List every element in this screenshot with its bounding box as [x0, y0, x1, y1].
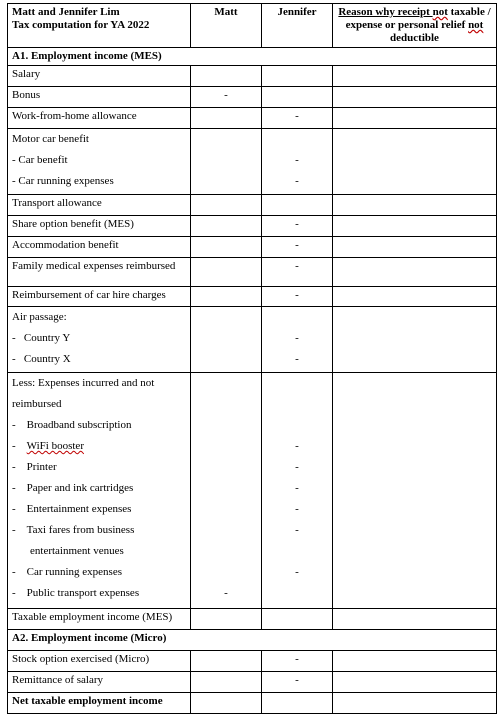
- table-title: [8, 4, 191, 48]
- motor-title: Motor car benefit: [12, 133, 89, 145]
- header-row: [8, 4, 497, 48]
- section-title-a1: A1. Employment income (MES): [8, 48, 497, 66]
- row-label-air-passage: [8, 307, 191, 373]
- row-label-family-medical: Family medical expenses reimbursed: [8, 258, 191, 287]
- title-line1: Matt and Jennifer Lim: [12, 6, 120, 18]
- row-label-net-taxable: Net taxable employment income: [8, 693, 191, 714]
- table-row: [8, 258, 497, 287]
- table-row: [8, 195, 497, 216]
- table-row: [8, 693, 497, 714]
- col-header-reason: Reason why receipt not taxable / expense or personal relief not deductible: [333, 4, 497, 48]
- stock-option-jennifer-value: -: [262, 651, 333, 672]
- row-label-car-hire: Reimbursement of car hire charges: [8, 287, 191, 307]
- air-country-y: - Country Y: [12, 332, 71, 344]
- car-running-label: - Car running expenses: [12, 175, 114, 187]
- table-row: [8, 66, 497, 87]
- less-expenses-matt-values: -: [191, 373, 262, 609]
- tax-computation-table: [7, 3, 497, 714]
- air-title: Air passage:: [12, 311, 67, 323]
- table-row: [8, 307, 497, 373]
- row-label-bonus: Bonus: [8, 87, 191, 108]
- air-country-x: - Country X: [12, 353, 71, 365]
- row-label-less-expenses: Less: Expenses incurred and not reimbursed - Broadband subscription - WiFi booster - Printer - Paper and ink cartridges - Entertainment expenses - Taxi fares from business entertainment venues - Car running expenses - Public transport expenses: [8, 373, 191, 609]
- remittance-jennifer-value: -: [262, 672, 333, 693]
- row-label-wfh: Work-from-home allowance: [8, 108, 191, 129]
- family-medical-jennifer-value: -: [262, 258, 333, 287]
- row-label-share-option: Share option benefit (MES): [8, 216, 191, 237]
- row-label-transport: Transport allowance: [8, 195, 191, 216]
- table-row: [8, 87, 497, 108]
- section-row-a2: [8, 630, 497, 651]
- motor-jennifer-values: - -: [262, 129, 333, 195]
- col-header-matt: Matt: [191, 4, 262, 48]
- table-row: [8, 108, 497, 129]
- section-title-a2: A2. Employment income (Micro): [8, 630, 497, 651]
- col-header-jennifer: Jennifer: [262, 4, 333, 48]
- row-label-stock-option: Stock option exercised (Micro): [8, 651, 191, 672]
- table-row: [8, 609, 497, 630]
- share-option-jennifer-value: -: [262, 216, 333, 237]
- table-row: [8, 373, 497, 609]
- table-row: [8, 287, 497, 307]
- table-row: [8, 216, 497, 237]
- bonus-matt-value: -: [191, 87, 262, 108]
- section-row-a1: [8, 48, 497, 66]
- table-row: [8, 237, 497, 258]
- row-label-taxable-mes: Taxable employment income (MES): [8, 609, 191, 630]
- title-line2: Tax computation for YA 2022: [12, 19, 150, 31]
- air-jennifer-values: - -: [262, 307, 333, 373]
- table-row: [8, 651, 497, 672]
- row-label-motor: [8, 129, 191, 195]
- row-label-salary: Salary: [8, 66, 191, 87]
- accommodation-jennifer-value: -: [262, 237, 333, 258]
- table-row: [8, 129, 497, 195]
- row-label-accommodation: Accommodation benefit: [8, 237, 191, 258]
- car-hire-jennifer-value: -: [262, 287, 333, 307]
- row-label-remittance: Remittance of salary: [8, 672, 191, 693]
- table-row: [8, 672, 497, 693]
- wfh-jennifer-value: -: [262, 108, 333, 129]
- less-expenses-jennifer-values: - - - - - -: [262, 373, 333, 609]
- car-benefit-label: - Car benefit: [12, 154, 68, 166]
